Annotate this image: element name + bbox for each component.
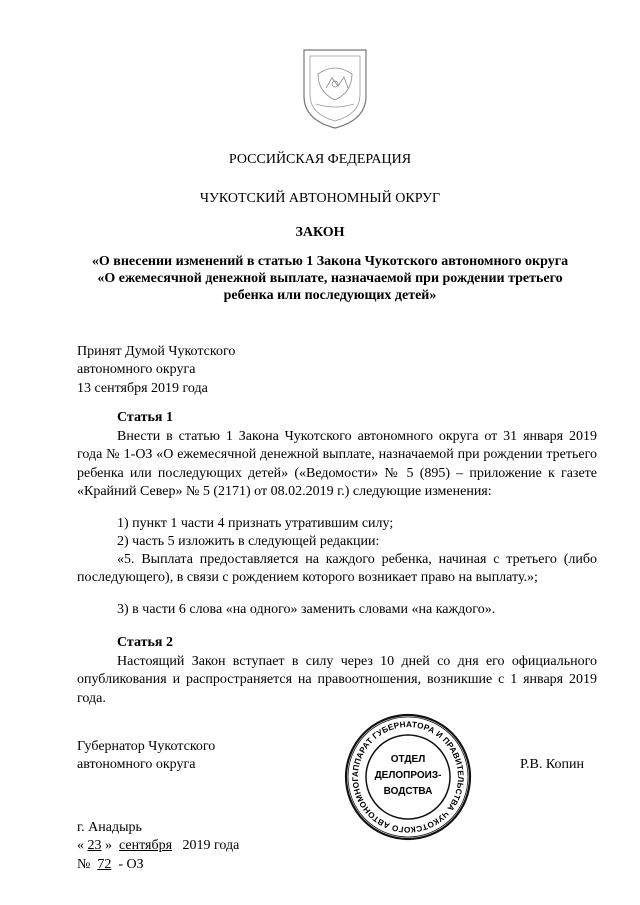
law-title-line: «О ежемесячной денежной выплате, назначаемой при рождении третьего [97, 271, 563, 286]
date-day: 23 [87, 838, 102, 853]
stamp-center-line: ОТДЕЛ [390, 754, 426, 765]
article1-item1: 1) пункт 1 части 4 признать утратившим силу; [117, 516, 394, 531]
date-month: сентября [119, 838, 173, 853]
number-prefix: № [77, 857, 91, 872]
article1-item2: 2) часть 5 изложить в следующей редакции: [117, 534, 380, 549]
number-suffix: - ОЗ [118, 857, 144, 872]
article1-heading: Статья 1 [117, 410, 173, 425]
stamp-seal-icon [343, 712, 473, 842]
date-close-quote: » [105, 838, 112, 853]
article1-quote: «5. Выплата предоставляется на каждого ребенка, начиная с третьего (либо последующего), в связи с рождением которого возникает право на выплату.»; [77, 552, 597, 586]
stamp-center-line: ВОДСТВА [383, 786, 433, 797]
article1-intro: Внести в статью 1 Закона Чукотского автономного округа от 31 января 2019 года № 1-ОЗ «О ежемесячной денежной выплате, назначаемой при рождении третьего ребенка или последующих детей» («Ведомости» № 5 (895) – приложение к газете «Крайний Север» № 5 (2171) от 08.02.2019 г.) следующие изменения: [77, 429, 597, 500]
law-title-line: «О внесении изменений в статью 1 Закона Чукотского автономного округа [91, 254, 569, 269]
adopted-line: 13 сентября 2019 года [77, 380, 208, 396]
signature-position-line: Губернатор Чукотского [77, 739, 216, 754]
article1-item3: 3) в части 6 слова «на одного» заменить словами «на каждого». [117, 602, 496, 617]
adopted-line: автономного округа [77, 362, 196, 378]
country-heading: РОССИЙСКАЯ ФЕДЕРАЦИЯ [228, 152, 412, 167]
article2-heading: Статья 2 [117, 635, 173, 650]
stamp-ring-text: АППАРАТ ГУБЕРНАТОРА И ПРАВИТЕЛЬСТВА ЧУКОТСКОГО АВТОНОМНОГ [350, 719, 466, 835]
footer-city: г. Анадырь [77, 820, 142, 835]
stamp-center-line: ДЕЛОПРОИЗ- [374, 770, 442, 781]
date-year: 2019 года [182, 838, 240, 853]
law-number: 72 [97, 857, 112, 872]
signature-position-line: автономного округа [77, 757, 196, 773]
law-title [60, 253, 600, 304]
footer-date [77, 837, 239, 855]
office-stamp [343, 712, 473, 842]
region-heading: ЧУКОТСКИЙ АВТОНОМНЫЙ ОКРУГ [199, 191, 441, 206]
article2-text: Настоящий Закон вступает в силу через 10 дней со дня его официального опубликования и распространяется на правоотношения, возникшие с 1 января 2019 года. [77, 654, 597, 706]
coat-of-arms-emblem [296, 44, 374, 132]
law-title-line: ребенка или последующих детей» [223, 288, 437, 303]
doc-type-heading: ЗАКОН [295, 225, 345, 240]
footer-number [77, 856, 144, 874]
date-open-quote: « [77, 838, 84, 853]
coat-of-arms-icon [296, 44, 374, 132]
signature-name: Р.В. Копин [520, 757, 584, 772]
signature-position [77, 738, 215, 775]
adopted-block [77, 343, 235, 398]
adopted-line: Принят Думой Чукотского [77, 344, 236, 359]
